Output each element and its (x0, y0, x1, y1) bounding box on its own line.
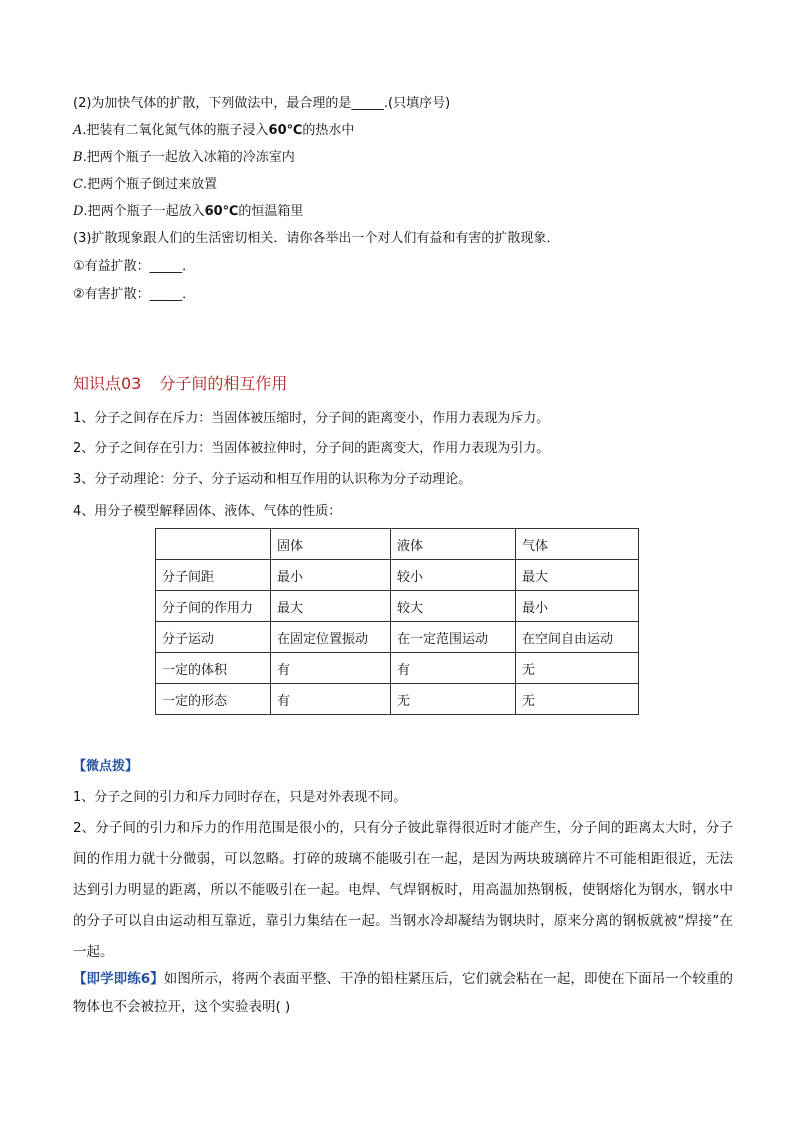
tip-point-2: 2、分子间的引力和斥力的作用范围是很小的，只有分子彼此靠得很近时才能产生，分子间的距离太大时，分子间的作用力就十分微弱，可以忽略。打碎的玻璃不能吸引在一起，是因为两块玻璃碎片不可能相距很近，无法达到引力明显的距离，所以不能吸引在一起。电焊、气焊钢板时，用高温加热钢板，使钢熔化为钢水，钢水中的分子可以自由运动相互靠近，靠引力集结在一起。当钢水冷却凝结为钢块时，原来分离的钢板就被“焊接”在一起。 (73, 820, 733, 960)
option-d-temp: 60℃ (204, 204, 239, 219)
table-cell: 有 (391, 653, 516, 684)
option-d-text: .把两个瓶子一起放入 (83, 204, 205, 219)
table-cell: 一定的形态 (156, 684, 271, 715)
practice-label: 【即学即练6】 (73, 971, 164, 987)
table-cell: 一定的体积 (156, 653, 271, 684)
table-cell: 最大 (271, 591, 391, 622)
table-row (156, 560, 639, 591)
option-b (73, 149, 295, 167)
table-cell: 分子间距 (156, 560, 271, 591)
table-cell: 最大 (516, 560, 639, 591)
option-c-text: .把两个瓶子倒过来放置 (82, 177, 218, 192)
question3-sub1: ①有益扩散：_____． (73, 259, 196, 274)
option-a (73, 122, 354, 140)
tip-label: 【微点拨】 (73, 759, 139, 774)
section-number: 知识点03 (73, 374, 142, 393)
table-cell: 较大 (391, 591, 516, 622)
table-cell: 较小 (391, 560, 516, 591)
option-a-temp: 60℃ (268, 123, 303, 138)
practice-text: 如图所示，将两个表面平整、干净的铅柱紧压后，它们就会粘在一起，即使在下面吊一个较重的物体也不会被拉开，这个实验表明( ) (73, 971, 733, 1015)
point-4: 4、用分子模型解释固体、液体、气体的性质： (73, 504, 342, 519)
question3-sub2: ②有害扩散：_____． (73, 287, 196, 302)
tip-paragraph-2 (73, 813, 733, 968)
table-header-row (156, 529, 639, 560)
table-cell: 无 (516, 653, 639, 684)
table-cell: 有 (271, 684, 391, 715)
option-c-letter: C (73, 177, 83, 192)
table-row (156, 622, 639, 653)
table-header-cell: 固体 (271, 529, 391, 560)
properties-table (155, 528, 639, 715)
table-cell: 在空间自由运动 (516, 622, 639, 653)
table-cell: 分子运动 (156, 622, 271, 653)
option-a-tail: 的热水中 (302, 123, 355, 138)
table-row (156, 591, 639, 622)
option-c (73, 176, 217, 194)
table-cell: 在固定位置振动 (271, 622, 391, 653)
table-header-cell: 气体 (516, 529, 639, 560)
table-header-cell: 液体 (391, 529, 516, 560)
table-cell: 无 (391, 684, 516, 715)
table-cell: 最小 (516, 591, 639, 622)
question2-stem: (2)为加快气体的扩散，下列做法中，最合理的是_____.(只填序号) (73, 96, 451, 111)
table-header-cell (156, 529, 271, 560)
table-cell: 有 (271, 653, 391, 684)
practice-question (73, 965, 733, 1021)
option-b-text: .把两个瓶子一起放入冰箱的冷冻室内 (82, 150, 295, 165)
option-a-text: .把装有二氧化氮气体的瓶子浸入 (82, 123, 269, 138)
question3-stem: (3)扩散现象跟人们的生活密切相关．请你各举出一个对人们有益和有害的扩散现象． (73, 231, 560, 246)
point-2: 2、分子之间存在引力：当固体被拉伸时，分子间的距离变大，作用力表现为引力。 (73, 441, 550, 456)
table-cell: 分子间的作用力 (156, 591, 271, 622)
tip-point-1: 1、分子之间的引力和斥力同时存在，只是对外表现不同。 (73, 790, 407, 805)
table-row (156, 684, 639, 715)
table-cell: 无 (516, 684, 639, 715)
section-title: 分子间的相互作用 (159, 374, 288, 393)
option-d-tail: 的恒温箱里 (238, 204, 304, 219)
point-3: 3、分子动理论：分子、分子运动和相互作用的认识称为分子动理论。 (73, 472, 472, 487)
option-d-letter: D (73, 204, 84, 219)
table-row (156, 653, 639, 684)
option-a-letter: A (73, 123, 83, 138)
table-cell: 在一定范围运动 (391, 622, 516, 653)
option-b-letter: B (73, 150, 83, 165)
section-heading (73, 371, 287, 394)
point-1: 1、分子之间存在斥力：当固体被压缩时，分子间的距离变小，作用力表现为斥力。 (73, 411, 550, 426)
option-d (73, 203, 303, 221)
table-cell: 最小 (271, 560, 391, 591)
